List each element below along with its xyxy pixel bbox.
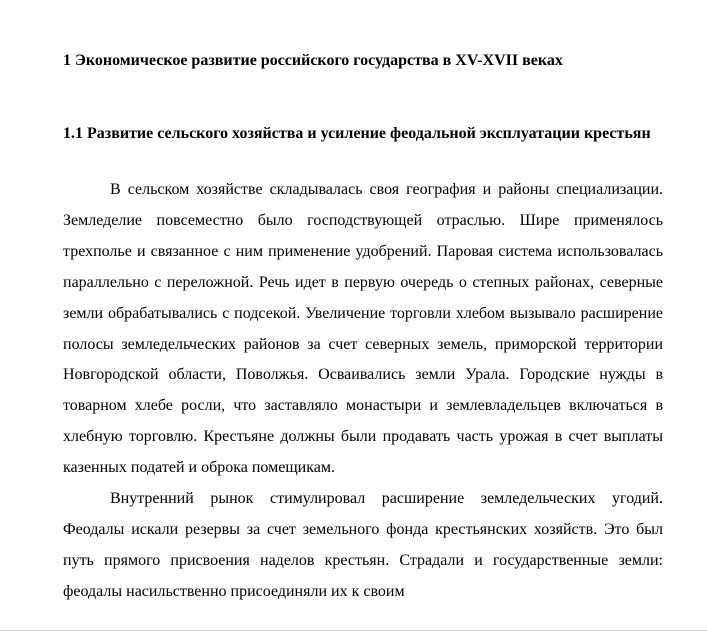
section-heading: 1.1 Развитие сельского хозяйства и усиление феодальной эксплуатации крестьян bbox=[63, 125, 651, 142]
document-body bbox=[63, 175, 663, 608]
paragraph: В сельском хозяйстве складывалась своя география и районы специализации. Земледелие повсеместно было господствующей отраслью. Шире применялось трехполье и связанное с ним применение удобрений. Паровая система использовалась параллельно с переложной. Речь идет в первую очередь о степных районах, северные земли обрабатывались с подсекой. Увеличение торговли хлебом вызывало расширение полосы земледельческих районов за счет северных земель, приморской территории Новгородской области, Поволжья. Осваивались земли Урала. Городские нужды в товарном хлебе росли, что заставляло монастыри и землевладельцев включаться в хлебную торговлю. Крестьяне должны были продавать часть урожая в счет выплаты казенных податей и оброка помещикам. bbox=[63, 181, 663, 477]
paragraph: Внутренний рынок стимулировал расширение земледельческих угодий. Феодалы искали резервы за счет земельного фонда крестьянских хозяйств. Это был путь прямого присвоения наделов крестьян. Страдали и государственные земли: феодалы насильственно присоединяли их к своим bbox=[63, 490, 663, 600]
chapter-heading: 1 Экономическое развитие российского государства в XV-XVII веках bbox=[63, 52, 563, 69]
